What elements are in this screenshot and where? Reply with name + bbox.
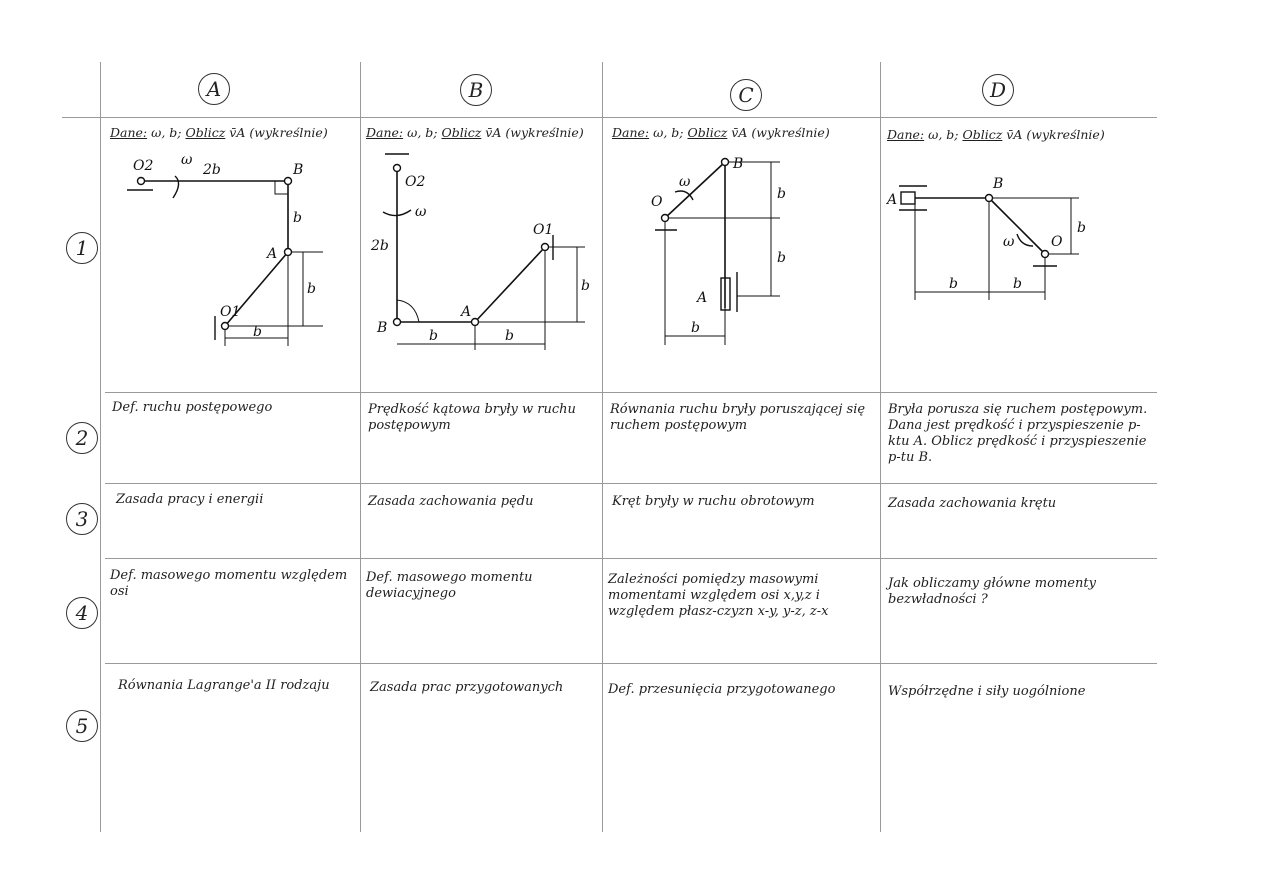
label-o: O [651,194,663,210]
label-dim-bottom: b [253,324,262,340]
given-b [366,125,584,140]
grid-line-top [62,117,1157,118]
task-5a: Równania Lagrange'a II rodzaju [118,678,330,693]
label-dim-top: b [777,186,786,202]
right-angle-mark-b [397,300,419,322]
label-b: B [733,156,744,172]
mechanism-diagram-b [365,150,602,390]
given-values-c: ω, b; [653,125,684,140]
grid-line-row2 [105,483,1157,484]
task-target-c: v̄A [731,125,748,140]
link-o-b [665,162,725,218]
grid-line-col1 [360,62,361,832]
note-b: (wykreślnie) [505,125,584,140]
given-values-b: ω, b; [407,125,438,140]
given-c [612,125,830,140]
task-3c: Kręt bryły w ruchu obrotowym [612,494,815,509]
task-3d: Zasada zachowania krętu [888,496,1057,511]
row-header-1: 1 [66,232,98,264]
grid-line-row4 [105,663,1157,664]
mechanism-diagram-a [105,148,360,388]
label-dim-bottom-2: b [1013,276,1022,292]
label-2b: 2b [203,162,221,178]
slider-a [901,192,915,204]
grid-line-col3 [880,62,881,832]
task-target-d: v̄A [1006,127,1023,142]
task-5d: Współrzędne i siły uogólnione [888,684,1086,699]
row-header-3: 3 [66,503,98,535]
row-header-2: 2 [66,422,98,454]
label-o2: O2 [405,174,426,190]
label-a: A [887,192,898,208]
given-label-b: Dane: [366,125,404,140]
label-dim-bottom-2: b [505,328,514,344]
task-2d: Bryła porusza się ruchem postępowym. Dana jest prędkość i przyspieszenie p-ktu A. Oblicz prędkość i przyspieszenie p-tu B. [888,402,1148,465]
task-3b: Zasada zachowania pędu [368,494,534,509]
omega-arrow [173,176,179,198]
label-o2: O2 [133,158,154,174]
label-dim-bottom-1: b [429,328,438,344]
given-a [110,125,328,140]
link-a-o1 [475,247,545,322]
row-header-5: 5 [66,710,98,742]
joint-b [986,195,993,202]
grid-line-row1 [105,392,1157,393]
task-label-b: Oblicz [441,125,482,140]
joint-o [1042,251,1049,258]
task-target-a: v̄A [229,125,246,140]
task-3a: Zasada pracy i energii [116,492,264,507]
label-o1: O1 [220,304,241,320]
label-a: A [697,290,708,306]
label-dim-mid: b [777,250,786,266]
label-dim-bottom-1: b [949,276,958,292]
label-dim-right: b [581,278,590,294]
task-4d: Jak obliczamy główne momenty bezwładności ? [888,576,1096,607]
grid-line-row3 [105,558,1157,559]
task-2b: Prędkość kątowa bryły w ruchu postępowym [368,402,576,433]
label-omega: ω [415,204,427,220]
joint-o1 [542,244,549,251]
mechanism-diagram-c [605,150,880,390]
note-d: (wykreślnie) [1026,127,1105,142]
task-4b: Def. masowego momentu dewiacyjnego [366,570,533,601]
label-dim-right: b [307,281,316,297]
joint-o2 [394,165,401,172]
task-label-d: Oblicz [962,127,1003,142]
omega-arrow [675,191,693,200]
joint-b [722,159,729,166]
column-header-d: D [982,74,1014,106]
joint-a [472,319,479,326]
column-header-c: C [730,79,762,111]
given-label-a: Dane: [110,125,148,140]
task-2c: Równania ruchu bryły poruszającej się ruchem postępowym [610,402,866,433]
given-label-c: Dane: [612,125,650,140]
label-2b: 2b [371,238,389,254]
link-b-o [989,198,1045,254]
label-omega: ω [1003,234,1015,250]
grid-line-col2 [602,62,603,832]
task-4a: Def. masowego momentu względem osi [110,568,348,599]
grid-line-col0 [100,62,101,832]
row-header-4: 4 [66,597,98,629]
column-header-a: A [198,73,230,105]
label-b: B [377,320,388,336]
task-5c: Def. przesunięcia przygotowanego [608,682,836,697]
given-d [887,127,1105,142]
given-values-a: ω, b; [151,125,182,140]
joint-o [662,215,669,222]
mechanism-diagram-d [883,160,1153,320]
label-dim-bottom: b [691,320,700,336]
task-2a: Def. ruchu postępowego [112,400,273,415]
joint-b [394,319,401,326]
given-values-d: ω, b; [928,127,959,142]
label-omega: ω [679,174,691,190]
task-4c: Zależności pomiędzy masowymi momentami względem osi x,y,z i względem płasz-czyzn x-y, y-z, z-x [608,572,829,619]
label-omega: ω [181,152,193,168]
label-o1: O1 [533,222,554,238]
task-label-c: Oblicz [687,125,728,140]
joint-a [285,249,292,256]
joint-b [285,178,292,185]
label-a: A [267,246,278,262]
label-a: A [461,304,472,320]
given-label-d: Dane: [887,127,925,142]
label-dim-right: b [1077,220,1086,236]
joint-o1 [222,323,229,330]
column-header-b: B [460,74,492,106]
label-b: B [293,162,304,178]
note-a: (wykreślnie) [249,125,328,140]
task-target-b: v̄A [485,125,502,140]
task-5b: Zasada prac przygotowanych [370,680,564,695]
label-b-vertical: b [293,210,302,226]
label-b: B [993,176,1004,192]
task-label-a: Oblicz [185,125,226,140]
label-o: O [1051,234,1063,250]
joint-o2 [138,178,145,185]
note-c: (wykreślnie) [751,125,830,140]
